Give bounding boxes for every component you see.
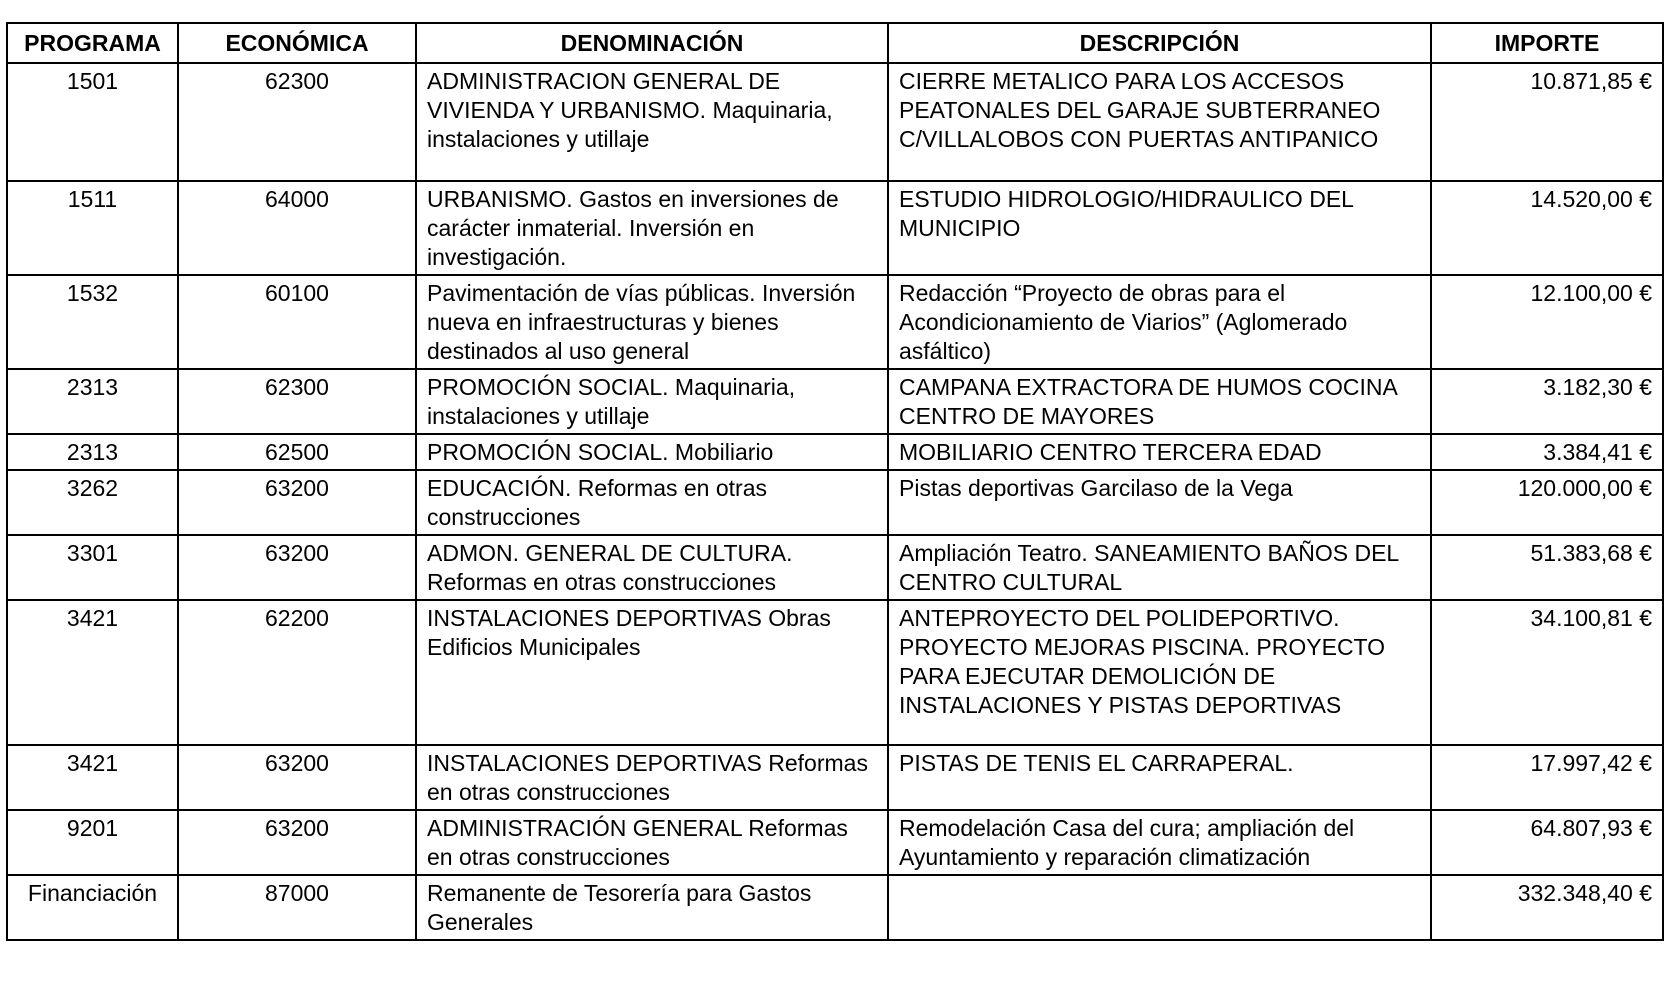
cell-denominacion: Remanente de Tesorería para Gastos Generales xyxy=(416,875,888,940)
header-denominacion: DENOMINACIÓN xyxy=(416,23,888,63)
cell-importe: 3.182,30 € xyxy=(1431,369,1663,434)
cell-descripcion xyxy=(888,875,1431,940)
cell-descripcion: CAMPANA EXTRACTORA DE HUMOS COCINA CENTRO DE MAYORES xyxy=(888,369,1431,434)
table-row xyxy=(7,275,1663,369)
cell-importe: 14.520,00 € xyxy=(1431,181,1663,275)
cell-economica: 64000 xyxy=(178,181,416,275)
cell-programa: 9201 xyxy=(7,810,178,875)
cell-denominacion: ADMINISTRACION GENERAL DE VIVIENDA Y URBANISMO. Maquinaria, instalaciones y utillaje xyxy=(416,63,888,181)
cell-economica: 63200 xyxy=(178,810,416,875)
table-row xyxy=(7,600,1663,745)
cell-economica: 62300 xyxy=(178,369,416,434)
table-row xyxy=(7,470,1663,535)
cell-denominacion: EDUCACIÓN. Reformas en otras construcciones xyxy=(416,470,888,535)
cell-programa: 1511 xyxy=(7,181,178,275)
cell-economica: 60100 xyxy=(178,275,416,369)
cell-economica: 87000 xyxy=(178,875,416,940)
cell-importe: 3.384,41 € xyxy=(1431,434,1663,470)
header-economica: ECONÓMICA xyxy=(178,23,416,63)
header-programa: PROGRAMA xyxy=(7,23,178,63)
cell-descripcion: MOBILIARIO CENTRO TERCERA EDAD xyxy=(888,434,1431,470)
cell-importe: 12.100,00 € xyxy=(1431,275,1663,369)
header-descripcion: DESCRIPCIÓN xyxy=(888,23,1431,63)
cell-economica: 63200 xyxy=(178,535,416,600)
cell-descripcion: Redacción “Proyecto de obras para el Acondicionamiento de Viarios” (Aglomerado asfáltico) xyxy=(888,275,1431,369)
cell-programa: 3301 xyxy=(7,535,178,600)
cell-programa: 2313 xyxy=(7,434,178,470)
header-importe: IMPORTE xyxy=(1431,23,1663,63)
table-header-row xyxy=(7,23,1663,63)
cell-denominacion: URBANISMO. Gastos en inversiones de carácter inmaterial. Inversión en investigación. xyxy=(416,181,888,275)
cell-programa: Financiación xyxy=(7,875,178,940)
table-row xyxy=(7,63,1663,181)
cell-economica: 63200 xyxy=(178,745,416,810)
cell-denominacion: INSTALACIONES DEPORTIVAS Reformas en otras construcciones xyxy=(416,745,888,810)
table-row xyxy=(7,535,1663,600)
cell-programa: 3421 xyxy=(7,600,178,745)
cell-denominacion: ADMON. GENERAL DE CULTURA. Reformas en otras construcciones xyxy=(416,535,888,600)
cell-importe: 120.000,00 € xyxy=(1431,470,1663,535)
cell-importe: 51.383,68 € xyxy=(1431,535,1663,600)
cell-denominacion: Pavimentación de vías públicas. Inversión nueva en infraestructuras y bienes destinados al uso general xyxy=(416,275,888,369)
cell-programa: 3262 xyxy=(7,470,178,535)
cell-descripcion: Ampliación Teatro. SANEAMIENTO BAÑOS DEL CENTRO CULTURAL xyxy=(888,535,1431,600)
cell-programa: 3421 xyxy=(7,745,178,810)
cell-descripcion: ANTEPROYECTO DEL POLIDEPORTIVO. PROYECTO MEJORAS PISCINA. PROYECTO PARA EJECUTAR DEMOLICIÓN DE INSTALACIONES Y PISTAS DEPORTIVAS xyxy=(888,600,1431,745)
cell-descripcion: PISTAS DE TENIS EL CARRAPERAL. xyxy=(888,745,1431,810)
cell-economica: 62500 xyxy=(178,434,416,470)
table-row xyxy=(7,434,1663,470)
cell-programa: 1501 xyxy=(7,63,178,181)
cell-descripcion: Remodelación Casa del cura; ampliación del Ayuntamiento y reparación climatización xyxy=(888,810,1431,875)
table-row-financiacion xyxy=(7,875,1663,940)
cell-importe: 332.348,40 € xyxy=(1431,875,1663,940)
cell-programa: 1532 xyxy=(7,275,178,369)
budget-table xyxy=(6,22,1664,941)
cell-importe: 34.100,81 € xyxy=(1431,600,1663,745)
cell-denominacion: PROMOCIÓN SOCIAL. Mobiliario xyxy=(416,434,888,470)
cell-denominacion: ADMINISTRACIÓN GENERAL Reformas en otras construcciones xyxy=(416,810,888,875)
table-row xyxy=(7,369,1663,434)
cell-descripcion: ESTUDIO HIDROLOGIO/HIDRAULICO DEL MUNICIPIO xyxy=(888,181,1431,275)
table-row xyxy=(7,181,1663,275)
cell-descripcion: Pistas deportivas Garcilaso de la Vega xyxy=(888,470,1431,535)
cell-denominacion: INSTALACIONES DEPORTIVAS Obras Edificios Municipales xyxy=(416,600,888,745)
table-row xyxy=(7,745,1663,810)
cell-denominacion: PROMOCIÓN SOCIAL. Maquinaria, instalaciones y utillaje xyxy=(416,369,888,434)
cell-importe: 10.871,85 € xyxy=(1431,63,1663,181)
cell-importe: 64.807,93 € xyxy=(1431,810,1663,875)
cell-programa: 2313 xyxy=(7,369,178,434)
cell-economica: 63200 xyxy=(178,470,416,535)
cell-importe: 17.997,42 € xyxy=(1431,745,1663,810)
cell-economica: 62200 xyxy=(178,600,416,745)
cell-descripcion: CIERRE METALICO PARA LOS ACCESOS PEATONALES DEL GARAJE SUBTERRANEO C/VILLALOBOS CON PUERTAS ANTIPANICO xyxy=(888,63,1431,181)
table-row xyxy=(7,810,1663,875)
cell-economica: 62300 xyxy=(178,63,416,181)
